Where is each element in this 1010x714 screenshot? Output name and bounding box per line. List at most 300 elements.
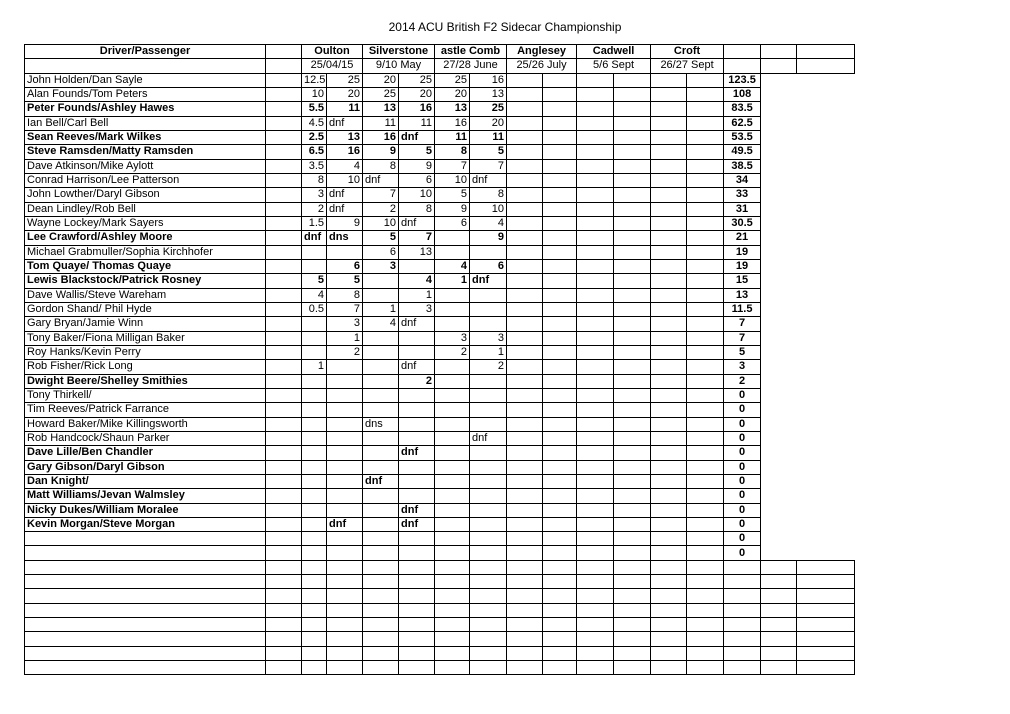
row-spacer (266, 517, 302, 531)
score-cell (687, 360, 724, 374)
score-cell (651, 87, 687, 101)
score-cell: 10 (327, 173, 363, 187)
score-cell (577, 245, 614, 259)
driver-passenger-name: Dave Wallis/Steve Wareham (25, 288, 266, 302)
score-cell (543, 374, 577, 388)
score-cell: 2 (470, 360, 507, 374)
score-cell (507, 288, 543, 302)
score-cell: 7 (363, 188, 399, 202)
score-cell (327, 360, 363, 374)
driver-passenger-name: Rob Fisher/Rick Long (25, 360, 266, 374)
score-cell (327, 474, 363, 488)
driver-passenger-name: Tim Reeves/Patrick Farrance (25, 403, 266, 417)
score-cell (577, 460, 614, 474)
score-cell (687, 288, 724, 302)
score-cell (543, 503, 577, 517)
sheet-title: 2014 ACU British F2 Sidecar Championship (388, 20, 622, 34)
table-row (25, 517, 855, 531)
score-cell (543, 145, 577, 159)
row-total: 19 (724, 259, 761, 273)
score-cell: 5 (302, 274, 327, 288)
blank-cell (25, 632, 266, 646)
row-spacer (266, 460, 302, 474)
blank-cell (651, 646, 687, 660)
score-cell (614, 245, 651, 259)
row-spacer (266, 446, 302, 460)
score-cell (470, 374, 507, 388)
score-cell (327, 446, 363, 460)
score-cell: 5.5 (302, 102, 327, 116)
score-cell (507, 216, 543, 230)
score-cell (543, 216, 577, 230)
score-cell (651, 517, 687, 531)
blank-cell (761, 646, 797, 660)
row-total: 21 (724, 231, 761, 245)
score-cell (687, 374, 724, 388)
score-cell (577, 403, 614, 417)
score-cell: dnf (327, 188, 363, 202)
score-cell (577, 417, 614, 431)
blank-cell (577, 560, 614, 574)
table-row (25, 245, 855, 259)
score-cell (470, 446, 507, 460)
table-row (25, 231, 855, 245)
score-cell: dnf (399, 517, 435, 531)
driver-passenger-name: John Lowther/Daryl Gibson (25, 188, 266, 202)
score-cell: dnf (302, 231, 327, 245)
score-cell (435, 403, 470, 417)
score-cell (687, 417, 724, 431)
score-cell (651, 274, 687, 288)
header-round: Oulton (302, 45, 363, 59)
blank-cell (724, 603, 761, 617)
score-cell: 25 (363, 87, 399, 101)
row-spacer (266, 546, 302, 560)
blank-cell (266, 632, 302, 646)
score-cell (614, 489, 651, 503)
score-cell (651, 345, 687, 359)
row-spacer (266, 374, 302, 388)
row-spacer (266, 302, 302, 316)
blank-cell (543, 632, 577, 646)
score-cell (614, 130, 651, 144)
blank-cell (614, 575, 651, 589)
score-cell (577, 73, 614, 87)
score-cell: 5 (470, 145, 507, 159)
row-spacer (266, 231, 302, 245)
driver-passenger-name: Dean Lindley/Rob Bell (25, 202, 266, 216)
dates-label-empty (25, 59, 266, 73)
score-cell: 1 (302, 360, 327, 374)
score-cell: 16 (399, 102, 435, 116)
score-cell (507, 173, 543, 187)
blank-cell (577, 589, 614, 603)
blank-cell (399, 560, 435, 574)
blank-row (25, 560, 855, 574)
score-cell (470, 245, 507, 259)
score-cell (577, 517, 614, 531)
score-cell (507, 489, 543, 503)
score-cell (399, 532, 435, 546)
score-cell (302, 245, 327, 259)
driver-passenger-name: Gary Bryan/Jamie Winn (25, 317, 266, 331)
header-row (25, 45, 855, 59)
blank-cell (327, 646, 363, 660)
score-cell: 8 (327, 288, 363, 302)
score-cell (651, 259, 687, 273)
row-total: 38.5 (724, 159, 761, 173)
score-cell: 2 (302, 202, 327, 216)
score-cell (614, 173, 651, 187)
score-cell: 9 (399, 159, 435, 173)
blank-cell (25, 560, 266, 574)
score-cell (577, 546, 614, 560)
score-cell (687, 202, 724, 216)
blank-cell (399, 646, 435, 660)
table-row (25, 360, 855, 374)
score-cell (507, 259, 543, 273)
row-spacer (266, 188, 302, 202)
score-cell: 6 (363, 245, 399, 259)
score-cell (470, 302, 507, 316)
blank-cell (797, 589, 855, 603)
blank-cell (687, 560, 724, 574)
score-cell (327, 503, 363, 517)
score-cell: 12.5 (302, 73, 327, 87)
table-row (25, 474, 855, 488)
header-empty (797, 45, 855, 59)
header-round: Cadwell (577, 45, 651, 59)
blank-cell (327, 560, 363, 574)
row-spacer (266, 288, 302, 302)
score-cell (687, 474, 724, 488)
score-cell (687, 331, 724, 345)
score-cell (363, 288, 399, 302)
row-spacer (266, 317, 302, 331)
score-cell (302, 388, 327, 402)
row-total: 0 (724, 517, 761, 531)
blank-row (25, 575, 855, 589)
score-cell (435, 231, 470, 245)
round-date: 26/27 Sept (651, 59, 724, 73)
score-cell (399, 345, 435, 359)
blank-cell (327, 575, 363, 589)
score-cell (363, 503, 399, 517)
score-cell: 25 (435, 73, 470, 87)
score-cell (543, 73, 577, 87)
score-cell (302, 403, 327, 417)
score-cell (470, 388, 507, 402)
blank-cell (302, 661, 327, 675)
blank-cell (470, 646, 507, 660)
score-cell (470, 474, 507, 488)
table-row (25, 274, 855, 288)
blank-cell (543, 618, 577, 632)
score-cell (543, 360, 577, 374)
score-cell (687, 145, 724, 159)
score-cell (614, 388, 651, 402)
blank-cell (302, 603, 327, 617)
blank-cell (302, 589, 327, 603)
driver-passenger-name: Howard Baker/Mike Killingsworth (25, 417, 266, 431)
table-row (25, 446, 855, 460)
score-cell (651, 532, 687, 546)
score-cell (651, 245, 687, 259)
blank-cell (363, 618, 399, 632)
score-cell (614, 546, 651, 560)
blank-cell (266, 560, 302, 574)
score-cell (577, 302, 614, 316)
score-cell (327, 403, 363, 417)
blank-cell (797, 646, 855, 660)
score-cell (543, 474, 577, 488)
score-cell (651, 202, 687, 216)
round-date: 25/04/15 (302, 59, 363, 73)
row-total: 83.5 (724, 102, 761, 116)
blank-cell (797, 632, 855, 646)
score-cell: dnf (327, 202, 363, 216)
score-cell (651, 503, 687, 517)
score-cell (614, 460, 651, 474)
blank-cell (614, 618, 651, 632)
row-spacer (266, 216, 302, 230)
blank-cell (543, 646, 577, 660)
score-cell (577, 331, 614, 345)
blank-cell (687, 632, 724, 646)
blank-cell (687, 575, 724, 589)
blank-cell (470, 603, 507, 617)
blank-row (25, 589, 855, 603)
score-cell: dns (327, 231, 363, 245)
score-cell (435, 474, 470, 488)
score-cell (651, 331, 687, 345)
driver-passenger-name: Steve Ramsden/Matty Ramsden (25, 145, 266, 159)
row-total: 11.5 (724, 302, 761, 316)
score-cell (302, 259, 327, 273)
row-total: 0 (724, 489, 761, 503)
blank-cell (399, 575, 435, 589)
blank-cell (687, 618, 724, 632)
score-cell (543, 546, 577, 560)
row-spacer (266, 73, 302, 87)
score-cell (543, 159, 577, 173)
score-cell: 1 (363, 302, 399, 316)
row-total: 0 (724, 446, 761, 460)
score-cell (614, 216, 651, 230)
row-total: 0 (724, 474, 761, 488)
score-cell (577, 489, 614, 503)
blank-cell (724, 618, 761, 632)
row-total: 7 (724, 331, 761, 345)
blank-cell (614, 646, 651, 660)
blank-cell (761, 603, 797, 617)
blank-cell (724, 661, 761, 675)
score-cell (507, 474, 543, 488)
blank-cell (797, 618, 855, 632)
table-row (25, 317, 855, 331)
blank-cell (302, 646, 327, 660)
score-cell (543, 202, 577, 216)
blank-cell (797, 603, 855, 617)
score-cell (470, 460, 507, 474)
score-cell (651, 102, 687, 116)
score-cell (363, 431, 399, 445)
score-cell (577, 216, 614, 230)
blank-cell (651, 589, 687, 603)
score-cell (507, 202, 543, 216)
score-cell: 16 (363, 130, 399, 144)
row-spacer (266, 532, 302, 546)
score-cell (577, 145, 614, 159)
score-cell (614, 474, 651, 488)
score-cell: 6 (399, 173, 435, 187)
blank-cell (687, 589, 724, 603)
table-row (25, 374, 855, 388)
score-cell: 9 (435, 202, 470, 216)
driver-passenger-name: Dave Lille/Ben Chandler (25, 446, 266, 460)
score-cell: 11 (327, 102, 363, 116)
blank-cell (363, 603, 399, 617)
score-cell (687, 388, 724, 402)
blank-cell (543, 589, 577, 603)
score-cell (302, 460, 327, 474)
score-cell (614, 532, 651, 546)
score-cell (577, 274, 614, 288)
table-row (25, 388, 855, 402)
score-cell (507, 245, 543, 259)
blank-cell (302, 575, 327, 589)
driver-passenger-name: Dan Knight/ (25, 474, 266, 488)
score-cell: 10 (435, 173, 470, 187)
blank-cell (507, 575, 543, 589)
score-cell (399, 431, 435, 445)
blank-cell (507, 603, 543, 617)
row-spacer (266, 274, 302, 288)
score-cell (614, 73, 651, 87)
score-cell: 9 (327, 216, 363, 230)
score-cell: 13 (399, 245, 435, 259)
blank-cell (435, 618, 470, 632)
score-cell (614, 317, 651, 331)
score-cell (614, 360, 651, 374)
row-total: 123.5 (724, 73, 761, 87)
blank-cell (470, 575, 507, 589)
score-cell: 9 (363, 145, 399, 159)
blank-cell (614, 632, 651, 646)
score-cell (651, 159, 687, 173)
blank-cell (25, 575, 266, 589)
score-cell (435, 417, 470, 431)
score-cell (614, 274, 651, 288)
blank-cell (651, 632, 687, 646)
score-cell (363, 360, 399, 374)
blank-cell (577, 603, 614, 617)
score-cell (543, 259, 577, 273)
blank-cell (761, 575, 797, 589)
score-cell (651, 216, 687, 230)
row-total: 53.5 (724, 130, 761, 144)
score-cell (651, 431, 687, 445)
row-spacer (266, 489, 302, 503)
score-cell (614, 231, 651, 245)
score-cell: 11 (363, 116, 399, 130)
score-cell (614, 159, 651, 173)
row-spacer (266, 159, 302, 173)
score-cell (614, 87, 651, 101)
score-cell (302, 474, 327, 488)
score-cell (614, 331, 651, 345)
driver-passenger-name: Matt Williams/Jevan Walmsley (25, 489, 266, 503)
score-cell (507, 546, 543, 560)
row-spacer (266, 431, 302, 445)
score-cell (399, 460, 435, 474)
blank-cell (25, 646, 266, 660)
score-cell: 13 (435, 102, 470, 116)
score-cell (302, 374, 327, 388)
score-cell (302, 517, 327, 531)
driver-passenger-name: Roy Hanks/Kevin Perry (25, 345, 266, 359)
score-cell (651, 231, 687, 245)
score-cell (543, 173, 577, 187)
score-cell: dns (363, 417, 399, 431)
score-cell (363, 460, 399, 474)
score-cell: dnf (470, 431, 507, 445)
score-cell (687, 216, 724, 230)
score-cell (302, 446, 327, 460)
blank-cell (399, 603, 435, 617)
blank-cell (651, 603, 687, 617)
score-cell (507, 231, 543, 245)
score-cell: 10 (302, 87, 327, 101)
blank-cell (266, 603, 302, 617)
score-cell (507, 317, 543, 331)
score-cell (614, 202, 651, 216)
score-cell (687, 345, 724, 359)
standings-table (24, 44, 855, 675)
score-cell (399, 474, 435, 488)
score-cell (507, 532, 543, 546)
table-row (25, 489, 855, 503)
table-row (25, 159, 855, 173)
table-row (25, 503, 855, 517)
row-spacer (266, 173, 302, 187)
row-total: 2 (724, 374, 761, 388)
score-cell (543, 446, 577, 460)
blank-cell (327, 603, 363, 617)
driver-passenger-name: Tom Quaye/ Thomas Quaye (25, 259, 266, 273)
score-cell (687, 87, 724, 101)
score-cell (302, 431, 327, 445)
score-cell (577, 474, 614, 488)
score-cell: 4.5 (302, 116, 327, 130)
score-cell (327, 245, 363, 259)
score-cell (435, 388, 470, 402)
score-cell (470, 403, 507, 417)
dates-empty (724, 59, 761, 73)
blank-cell (507, 632, 543, 646)
driver-passenger-name: Sean Reeves/Mark Wilkes (25, 130, 266, 144)
score-cell (399, 388, 435, 402)
score-cell (543, 231, 577, 245)
score-cell: 20 (399, 87, 435, 101)
table-row (25, 216, 855, 230)
row-total: 33 (724, 188, 761, 202)
row-total: 13 (724, 288, 761, 302)
score-cell (435, 532, 470, 546)
score-cell (687, 302, 724, 316)
score-cell (687, 503, 724, 517)
score-cell (614, 116, 651, 130)
